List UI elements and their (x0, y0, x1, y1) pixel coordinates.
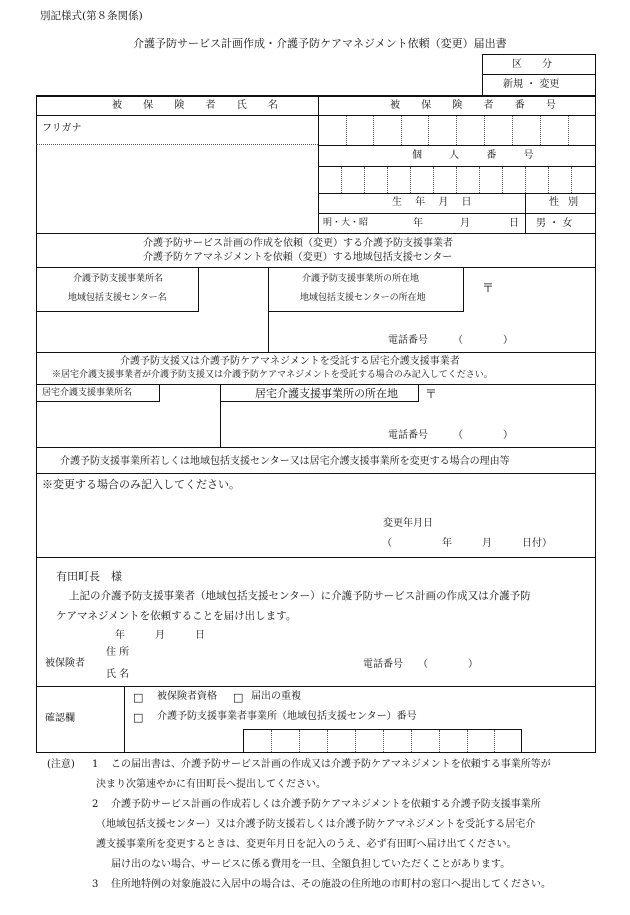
homecare-postal-mark: 〒 (425, 387, 438, 401)
form-title: 介護予防サービス計画作成・介護予防ケアマネジメント依頼（変更）届出書 (133, 37, 507, 50)
homecare-office-name-label: 居宅介護支援事業所名 (42, 388, 133, 398)
note-2-line-3: 護支援事業所を変更するときは、変更年月日を記入のうえ、必ず有田町へ届け出てください。 (96, 839, 517, 850)
birth-day-unit: 日 (509, 218, 519, 229)
note-2-number: 2 (92, 799, 99, 810)
support-heading-2: 介護予防ケアマネジメントを依頼（変更）する地域包括支援センター (143, 252, 453, 263)
homecare-phone-label: 電話番号 （ ） (388, 430, 513, 441)
declaration-line-1: 上記の介護予防支援事業者（地域包括支援センター）に介護予防サービス計画の作成又は介護予防 (69, 590, 531, 602)
note-1-line-1: この届出書は、介護予防サービス計画の作成又は介護予防ケアマネジメントを依頼する事業所等が (111, 759, 551, 770)
check-duplicate-box[interactable]: □ (233, 691, 244, 704)
homecare-office-address-label: 居宅介護支援事業所の所在地 (255, 387, 398, 400)
name-label: 氏 名 (106, 669, 130, 680)
check-insured-qualification-box[interactable]: □ (133, 691, 144, 704)
declaration-phone-label: 電話番号 （ ） (363, 659, 478, 670)
personal-number-label: 個 人 番 号 (412, 150, 546, 161)
check-office-number-label: 介護予防支援事業者事業所（地域包括支援センター）番号 (157, 711, 417, 722)
insured-number-header: 被 保 険 者 番 号 (390, 100, 565, 111)
form-number: 別記様式(第８条関係) (40, 10, 143, 22)
support-phone-label: 電話番号 （ ） (388, 335, 513, 346)
birth-year-unit: 年 (413, 218, 423, 229)
note-3-number: 3 (92, 879, 99, 890)
support-heading-1: 介護予防サービス計画の作成を依頼（変更）する介護予防支援事業者 (143, 238, 453, 249)
furigana-input[interactable] (90, 117, 315, 142)
note-1-number: 1 (92, 759, 99, 770)
kubun-label: 区 分 (512, 59, 552, 70)
homecare-heading-2: ※居宅介護支援事業者が介護予防支援又は介護予防ケアマネジメントを受託する場合のみ記入してください。 (52, 370, 493, 380)
change-date-label: 変更年月日 (383, 518, 433, 529)
declaration-date[interactable]: 年 月 日 (115, 630, 205, 641)
declarant-address-input[interactable] (140, 645, 350, 661)
support-office-name-input[interactable] (40, 314, 265, 349)
change-heading: 介護予防支援事業所若しくは地域包括支援センター又は居宅介護支援事業所を変更する場合の理由等 (60, 456, 510, 467)
support-center-name-label: 地域包括支援センター名 (68, 293, 167, 303)
support-address-input[interactable] (498, 270, 592, 308)
declarant-name-input[interactable] (140, 667, 350, 683)
birth-date-label: 生 年 月 日 (392, 197, 477, 208)
kubun-value[interactable]: 新規 ・ 変更 (503, 79, 560, 90)
homecare-office-name-input[interactable] (40, 404, 217, 444)
note-1-line-2: 決まり次第速やかに有田町長へ提出してください。 (96, 779, 326, 790)
addressee: 有田町長 様 (56, 570, 122, 583)
insured-name-input[interactable] (40, 148, 315, 230)
support-office-address-label: 介護予防支援事業所の所在地 (302, 274, 420, 284)
note-3-line-1: 住所地特例の対象施設に入居中の場合は、その施設の住所地の市町村の窓口へ提出してください。 (111, 879, 551, 890)
support-center-address-label: 地域包括支援センターの所在地 (300, 293, 426, 303)
confirm-label: 確認欄 (45, 713, 75, 724)
furigana-label: フリガナ (42, 123, 82, 134)
note-2-line-4: 届け出のない場合、サービスに係る費用を一旦、全額負担していただくことがあります。 (111, 859, 511, 870)
notes-label: (注意) (47, 759, 75, 770)
change-date-value[interactable]: （ 年 月 日付） (382, 538, 552, 549)
birth-month-unit: 月 (460, 218, 470, 229)
era-options[interactable]: 明・大・昭 (323, 218, 369, 228)
change-note: ※変更する場合のみ記入してください。 (42, 478, 240, 491)
check-office-number-box[interactable]: □ (133, 711, 144, 724)
support-office-name-label: 介護予防支援事業所名 (73, 274, 164, 284)
address-label: 住 所 (106, 647, 130, 658)
check-insured-qualification-label: 被保険者資格 (157, 691, 217, 702)
insured-label: 被保険者 (45, 658, 85, 669)
insured-name-header: 被 保 険 者 氏 名 (112, 100, 287, 111)
declaration-line-2: ケアマネジメントを依頼することを届け出します。 (56, 610, 297, 622)
support-postal-mark: 〒 (482, 281, 495, 295)
check-duplicate-label: 届出の重複 (251, 691, 301, 702)
note-2-line-2: （地域包括支援センター）又は介護予防支援若しくは介護予防ケアマネジメントを受託する居宅介 (96, 819, 536, 830)
sex-options[interactable]: 男 ・ 女 (536, 218, 573, 229)
note-2-line-1: 介護予防サービス計画の作成若しくは介護予防ケアマネジメントを依頼する介護予防支援事業所 (111, 799, 541, 810)
homecare-heading-1: 介護予防支援又は介護予防ケアマネジメントを受託する居宅介護支援事業者 (120, 356, 460, 367)
sex-label: 性 別 (549, 197, 582, 208)
